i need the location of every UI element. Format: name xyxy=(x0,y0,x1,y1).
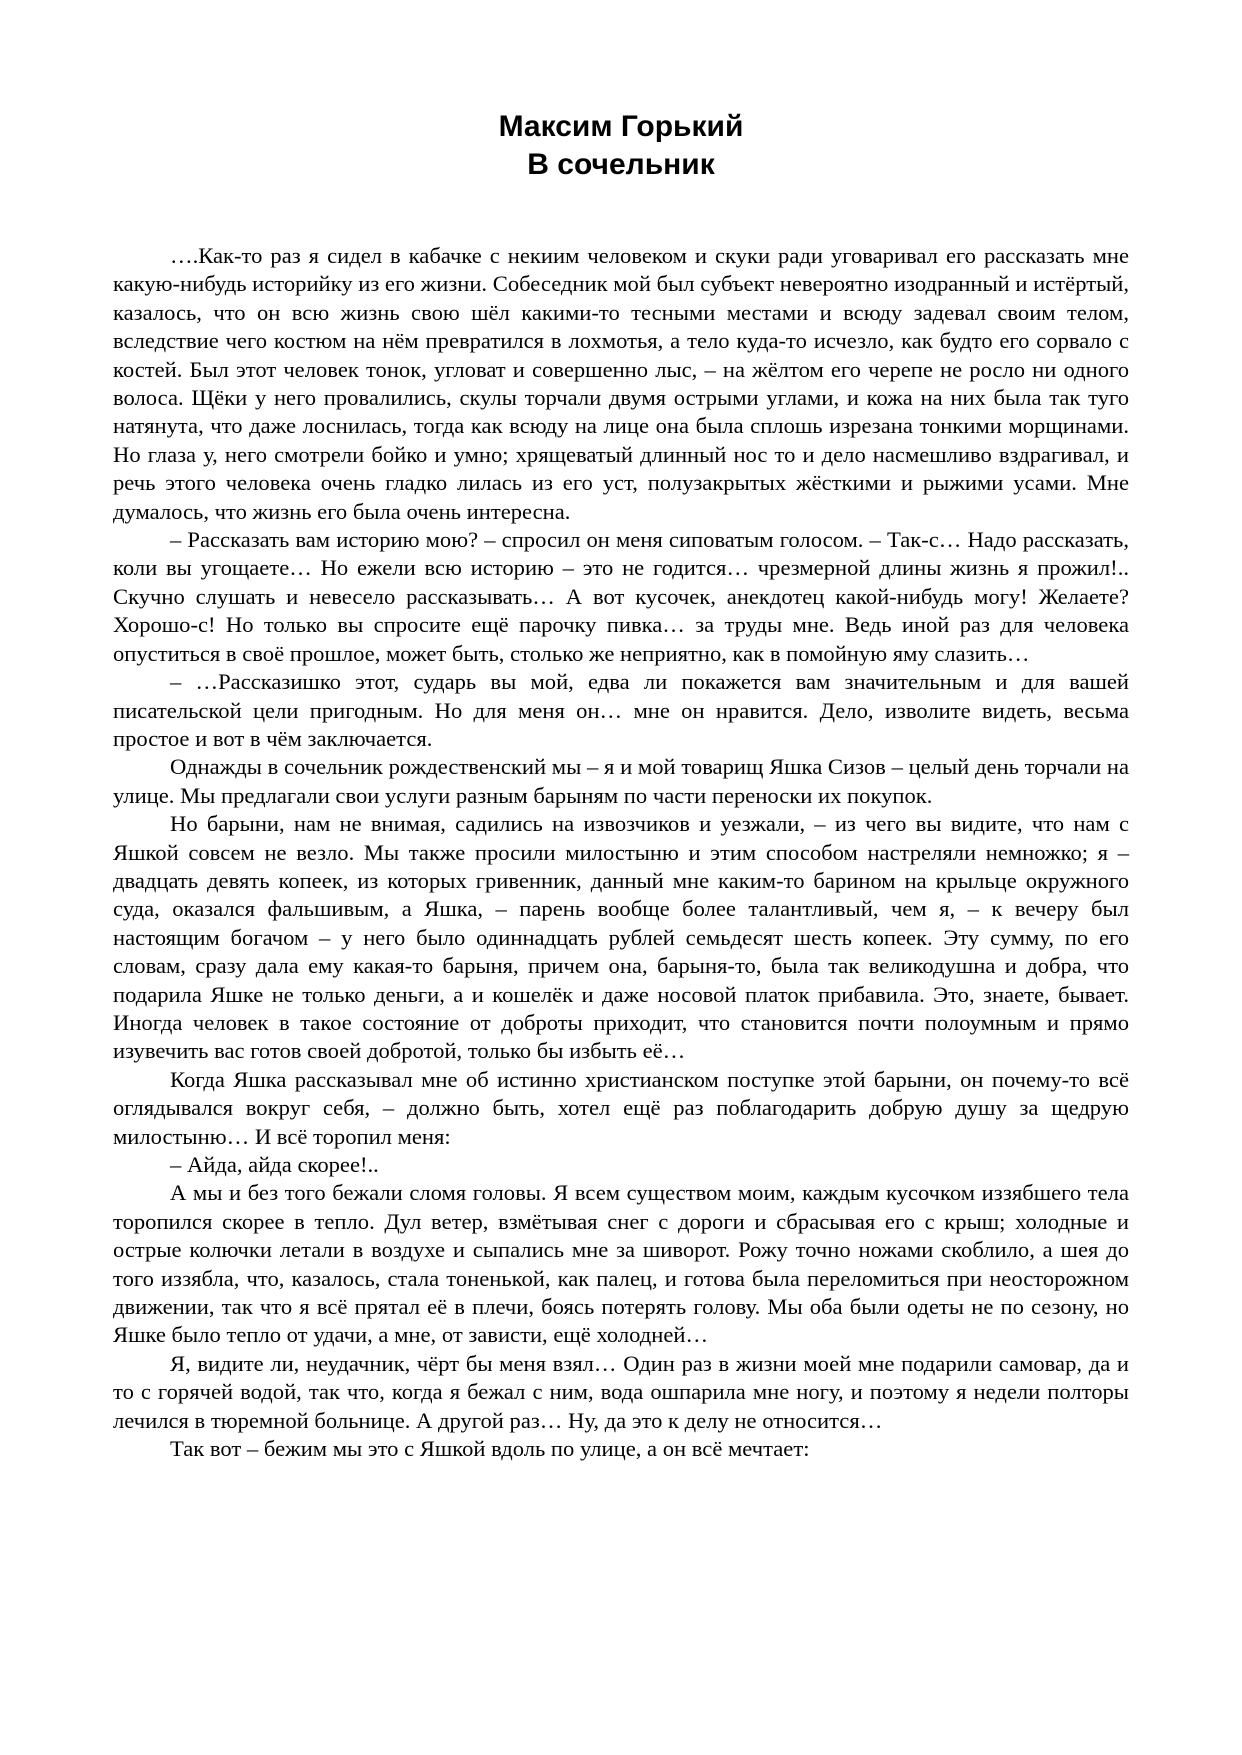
paragraph: А мы и без того бежали сломя головы. Я всем существом моим, каждым кусочком иззябшего тела торопился скорее в тепло. Дул ветер, взмётывая снег с дороги и сбрасывая его с крыш; холодные и острые колючки летали в воздухе и сыпались мне за шиворот. Рожу точно ножами скоблило, а шея до того иззябла, что, казалось, стала тоненькой, как палец, и готова была переломиться при неосторожном движении, так что я всё прятал её в плечи, боясь потерять голову. Мы оба были одеты не по сезону, но Яшке было тепло от удачи, а мне, от зависти, ещё холодней… xyxy=(113,1180,1129,1348)
paragraph: Я, видите ли, неудачник, чёрт бы меня взял… Один раз в жизни моей мне подарили самовар, да и то с горячей водой, так что, когда я бежал с ним, вода ошпарила мне ногу, и поэтому я недели полторы лечился в тюремной больнице. А другой раз… Ну, да это к делу не относится… xyxy=(113,1350,1129,1433)
paragraph: Но барыни, нам не внимая, садились на извозчиков и уезжали, – из чего вы видите, что нам с Яшкой совсем не везло. Мы также просили милостыню и этим способом настреляли немножко; я – двадцать девять копеек, из которых гривенник, данный мне каким-то барином на крыльце окружного суда, оказался фальшивым, а Яшка, – парень вообще более талантливый, чем я, – к вечеру был настоящим богачом – у него было одиннадцать рублей семьдесят шесть копеек. Эту сумму, по его словам, сразу дала ему какая-то барыня, причем она, барыня-то, была так великодушна и добра, что подарила Яшке не только деньги, а и кошелёк и даже носовой платок прибавила. Это, знаете, бывает. Иногда человек в такое состояние от доброты приходит, что становится почти полоумным и прямо изувечить вас готов своей добротой, только бы избыть её… xyxy=(113,811,1129,1064)
paragraph: – …Рассказишко этот, сударь вы мой, едва ли покажется вам значительным и для вашей писательской цели пригодным. Но для меня он… мне он нравится. Дело, изволите видеть, весьма простое и вот в чём заключается. xyxy=(113,669,1129,751)
paragraph: Однажды в сочельник рождественский мы – я и мой товарищ Яшка Сизов – целый день торчали на улице. Мы предлагали свои услуги разным барыням по части переноски их покупок. xyxy=(113,754,1129,808)
paragraph: Так вот – бежим мы это с Яшкой вдоль по улице, а он всё мечтает: xyxy=(170,1436,810,1462)
story-title: В сочельник xyxy=(527,148,715,181)
paragraph: Когда Яшка рассказывал мне об истинно христианском поступке этой барыни, он почему-то всё оглядывался вокруг себя, – должно быть, хотел ещё раз поблагодарить добрую душу за щедрую милостыню… И всё торопил меня: xyxy=(113,1066,1129,1149)
title-block xyxy=(0,108,1242,184)
paragraph: – Айда, айда скорее!.. xyxy=(170,1152,379,1177)
author-name: Максим Горький xyxy=(498,110,744,143)
paragraph: ….Как-то раз я сидел в кабачке с некиим человеком и скуки ради уговаривал его рассказать мне какую-нибудь историйку из его жизни. Собеседник мой был субъект невероятно изодранный и истёртый, казалось, что он всю жизнь свою шёл какими-то тесными местами и всюду задевал своим телом, вследствие чего костюм на нём превратился в лохмотья, а тело куда-то исчезло, как будто его сорвало с костей. Был этот человек тонок, угловат и совершенно лыс, – на жёлтом его черепе не росло ни одного волоса. Щёки у него провалились, скулы торчали двумя острыми углами, и кожа на них была так туго натянута, что даже лоснилась, тогда как всюду на лице она была сплошь изрезана тонкими морщинами. Но глаза у, него смотрели бойко и умно; хрящеватый длинный нос то и дело насмешливо вздрагивал, и речь этого человека очень гладко лилась из его уст, полузакрытых жёсткими и рыжими усами. Мне думалось, что жизнь его была очень интересна. xyxy=(113,243,1129,524)
paragraph: – Рассказать вам историю мою? – спросил он меня сиповатым голосом. – Так-с… Надо рассказать, коли вы угощаете… Но ежели всю историю – это не годится… чрезмерной длины жизнь я прожил!.. Скучно слушать и невесело рассказывать… А вот кусочек, анекдотец какой-нибудь могу! Желаете? Хорошо-с! Но только вы спросите ещё парочку пивка… за труды мне. Ведь иной раз для человека опуститься в своё прошлое, может быть, столько же неприятно, как в помойную яму слазить… xyxy=(113,527,1129,666)
story-body xyxy=(113,242,1129,1463)
